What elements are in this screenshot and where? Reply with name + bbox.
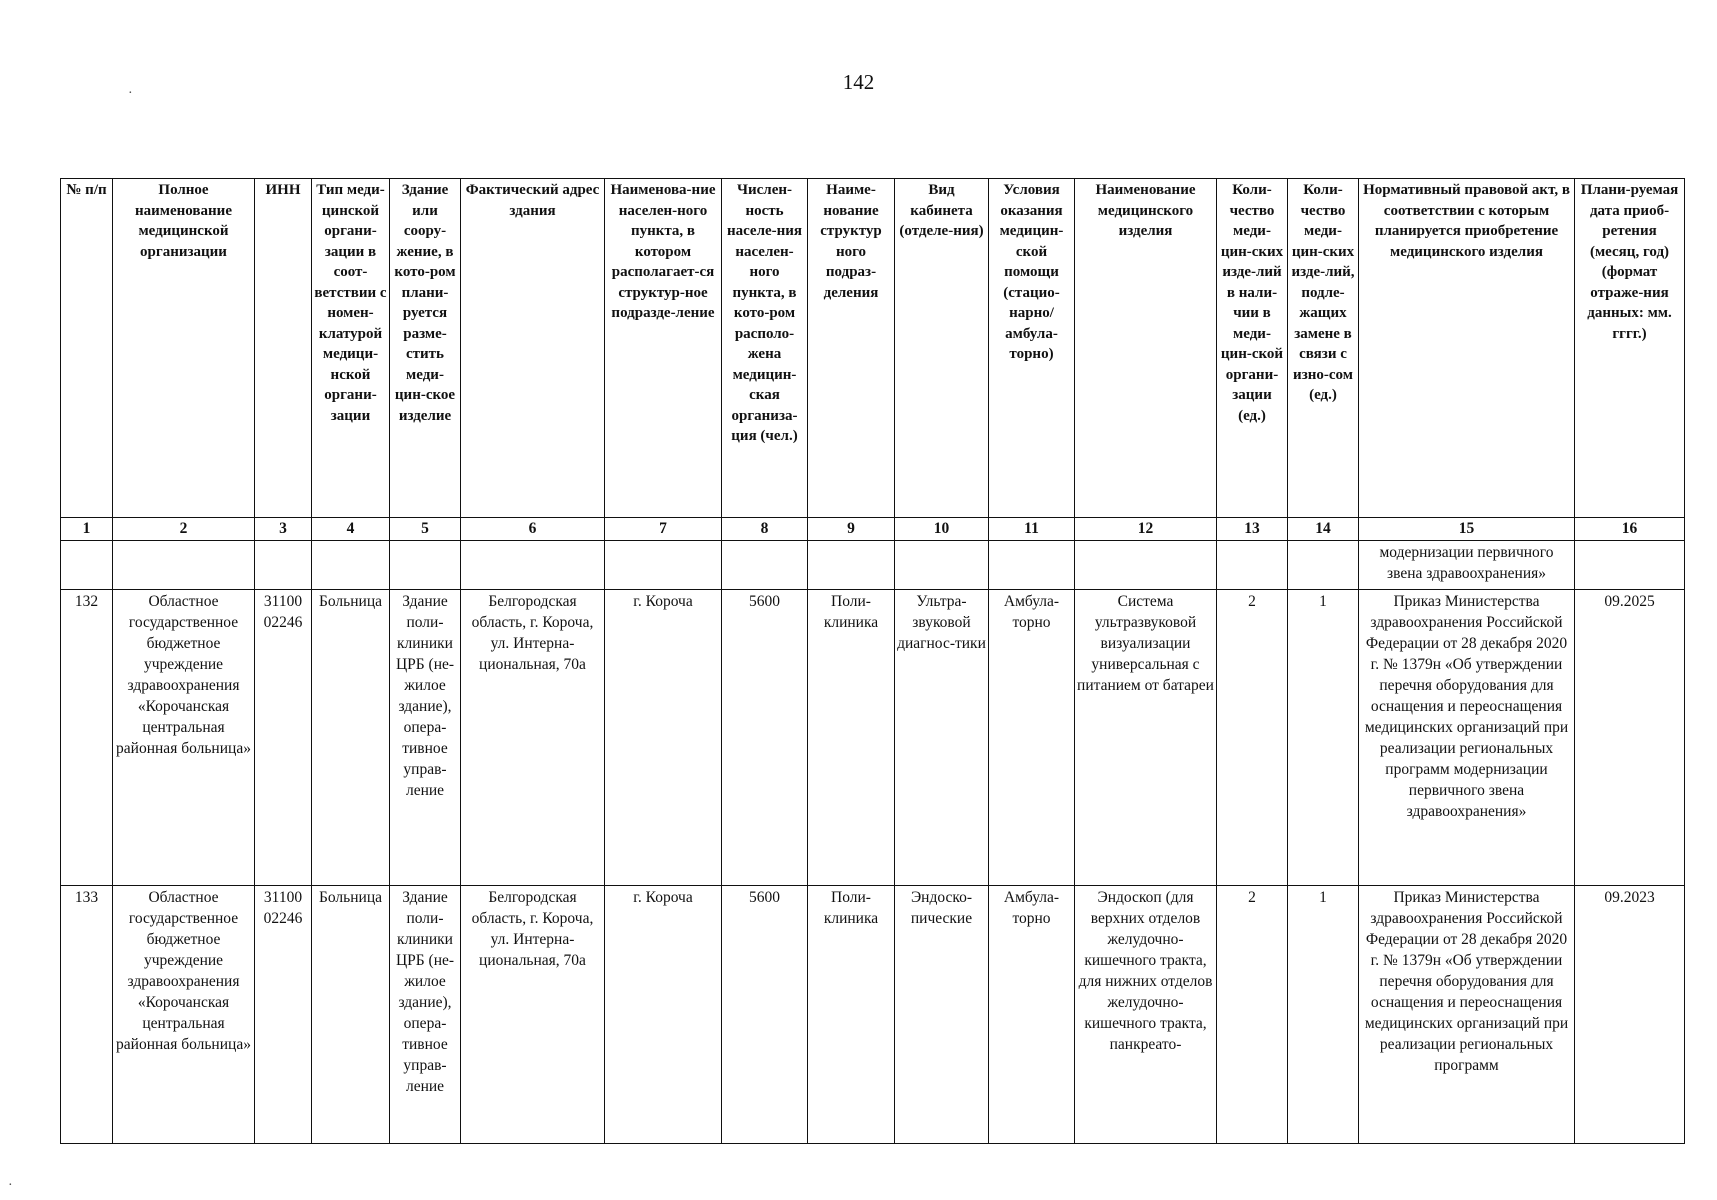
header-cell: Наименова-ние населен-ного пункта, в котором располагает-ся структур-ное подразде-ление <box>605 179 722 518</box>
column-number: 14 <box>1288 518 1359 541</box>
header-cell: Коли-чество меди-цин-ских изде-лий в нали-чии в меди-цин-ской органи-зации (ед.) <box>1217 179 1288 518</box>
org-type: Больница <box>312 886 390 1144</box>
row-number: 132 <box>61 590 113 886</box>
column-number: 10 <box>895 518 989 541</box>
header-cell: Нормативный правовой акт, в соответствии с которым планируется приобретение медицинского изделия <box>1359 179 1575 518</box>
cabinet: Эндоско-пические <box>895 886 989 1144</box>
inn: 31100 02246 <box>255 590 312 886</box>
header-cell: Условия оказания медицин-ской помощи (стацио-нарно/ амбула-торно) <box>989 179 1075 518</box>
device-name: Система ультразвуковой визуализации универсальная с питанием от батареи <box>1075 590 1217 886</box>
org-name: Областное государственное бюджетное учреждение здравоохранения «Корочанская центральная районная больница» <box>113 590 255 886</box>
column-number: 6 <box>461 518 605 541</box>
column-number: 11 <box>989 518 1075 541</box>
header-cell: Наименование медицинского изделия <box>1075 179 1217 518</box>
conditions: Амбула-торно <box>989 886 1075 1144</box>
column-number: 1 <box>61 518 113 541</box>
device-name-text: Эндоскоп (для верхних отделов желудочно-кишечного тракта, для нижних отделов желудочно-кишечного тракта, панкреато- <box>1078 889 1213 1053</box>
equipment-table <box>60 178 1685 1144</box>
locality: г. Короча <box>605 590 722 886</box>
building: Здание поли-клиники ЦРБ (не-жилое здание), опера-тивное управ-ление <box>390 886 461 1144</box>
column-number: 9 <box>808 518 895 541</box>
scan-speck: · <box>8 1178 13 1193</box>
column-number: 3 <box>255 518 312 541</box>
org-name: Областное государственное бюджетное учреждение здравоохранения «Корочанская центральная районная больница» <box>113 886 255 1144</box>
address: Белгородская область, г. Короча, ул. Интерна-циональная, 70а <box>461 886 605 1144</box>
locality: г. Короча <box>605 886 722 1144</box>
replace-count: 1 <box>1288 590 1359 886</box>
available-count: 2 <box>1217 886 1288 1144</box>
legal-act-text: Приказ Министерства здравоохранения Российской Федерации от 28 декабря 2020 г. № 1379н «Об утверждении перечня оборудования для оснащения и переоснащения медицинских организаций при реализации региональных программ <box>1364 889 1569 1074</box>
building: Здание поли-клиники ЦРБ (не-жилое здание), опера-тивное управ-ление <box>390 590 461 886</box>
population: 5600 <box>722 886 808 1144</box>
scan-speck: · <box>128 86 133 101</box>
header-cell: Фактический адрес здания <box>461 179 605 518</box>
legal-act <box>1359 886 1575 1144</box>
column-number: 8 <box>722 518 808 541</box>
header-cell: № п/п <box>61 179 113 518</box>
unit: Поли-клиника <box>808 886 895 1144</box>
org-type: Больница <box>312 590 390 886</box>
replace-count: 1 <box>1288 886 1359 1144</box>
unit: Поли-клиника <box>808 590 895 886</box>
header-cell: Числен-ность населе-ния населен-ного пункта, в кото-ром располо-жена медицин-ская организа-ция (чел.) <box>722 179 808 518</box>
column-number: 4 <box>312 518 390 541</box>
population: 5600 <box>722 590 808 886</box>
column-number: 15 <box>1359 518 1575 541</box>
header-cell: Тип меди-цинской органи-зации в соот-ветствии с номен-клатурой медици-нской органи-зации <box>312 179 390 518</box>
available-count: 2 <box>1217 590 1288 886</box>
continuation-cell: модернизации первичного звена здравоохранения» <box>1359 541 1575 590</box>
header-cell: Вид кабинета (отделе-ния) <box>895 179 989 518</box>
header-cell: Коли-чество меди-цин-ских изде-лий, подле-жащих замене в связи с изно-сом (ед.) <box>1288 179 1359 518</box>
conditions: Амбула-торно <box>989 590 1075 886</box>
header-cell: Наиме-нование структур ного подраз-деления <box>808 179 895 518</box>
column-number: 7 <box>605 518 722 541</box>
column-number: 2 <box>113 518 255 541</box>
column-number-row <box>61 518 1685 541</box>
header-cell: Плани-руемая дата приоб-ретения (месяц, год) (формат отраже-ния данных: мм. гггг.) <box>1575 179 1685 518</box>
column-number: 5 <box>390 518 461 541</box>
column-number: 13 <box>1217 518 1288 541</box>
cabinet: Ультра-звуковой диагнос-тики <box>895 590 989 886</box>
address: Белгородская область, г. Короча, ул. Интерна-циональная, 70а <box>461 590 605 886</box>
device-name <box>1075 886 1217 1144</box>
table-row <box>61 886 1685 1144</box>
inn: 31100 02246 <box>255 886 312 1144</box>
purchase-date: 09.2025 <box>1575 590 1685 886</box>
column-number: 16 <box>1575 518 1685 541</box>
legal-act: Приказ Министерства здравоохранения Российской Федерации от 28 декабря 2020 г. № 1379н «Об утверждении перечня оборудования для оснащения и переоснащения медицинских организаций при реализации региональных программ модернизации первичного звена здравоохранения» <box>1359 590 1575 886</box>
header-cell: ИНН <box>255 179 312 518</box>
header-cell: Полное наименование медицинской организации <box>113 179 255 518</box>
row-number: 133 <box>61 886 113 1144</box>
page-number: 142 <box>842 70 875 94</box>
header-cell: Здание или соору-жение, в кото-ром плани-руется разме-стить меди-цин-ское изделие <box>390 179 461 518</box>
header-row <box>61 179 1685 518</box>
continuation-row <box>61 541 1685 590</box>
purchase-date: 09.2023 <box>1575 886 1685 1144</box>
column-number: 12 <box>1075 518 1217 541</box>
table-row <box>61 590 1685 886</box>
